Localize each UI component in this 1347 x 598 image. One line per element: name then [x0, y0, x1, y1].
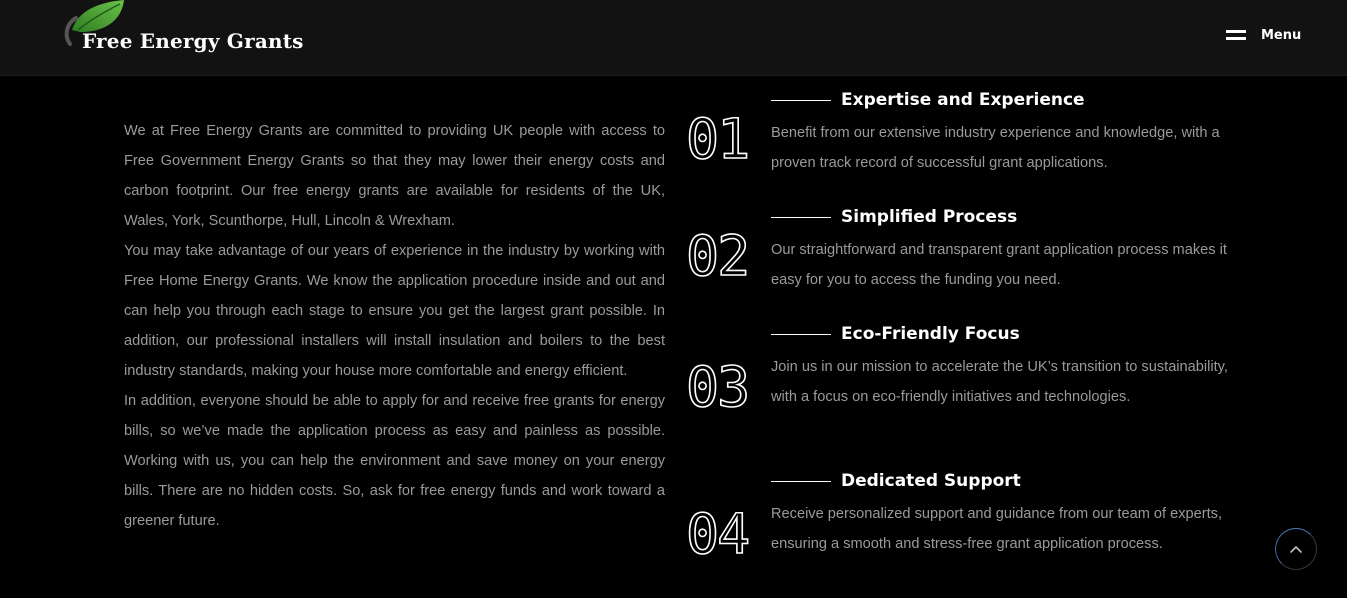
feature-number: 01 — [686, 107, 749, 171]
site-logo[interactable] — [60, 0, 304, 60]
chevron-up-icon — [1289, 544, 1303, 554]
feature-divider — [771, 100, 831, 101]
scroll-to-top-button[interactable] — [1275, 528, 1317, 570]
feature-title: Expertise and Experience — [841, 90, 1085, 110]
feature-title: Simplified Process — [841, 207, 1018, 227]
menu-button[interactable] — [1226, 24, 1301, 46]
feature-description: Benefit from our extensive industry experience and knowledge, with a proven track record of successful grant applications. — [771, 125, 1220, 171]
intro-text — [124, 116, 665, 536]
hamburger-icon — [1226, 29, 1246, 41]
site-header — [0, 0, 1347, 76]
feature-number: 04 — [686, 502, 749, 566]
intro-paragraph: You may take advantage of our years of experience in the industry by working with Free Home Energy Grants. We know the application procedure inside and out and can help you through each stage to ensure you get the largest grant possible. In addition, our professional installers will install insulation and boilers to the best industry standards, making your house more comfortable and energy efficient. — [124, 243, 665, 379]
feature-description: Our straightforward and transparent grant application process makes it easy for you to access the funding you need. — [771, 242, 1227, 288]
menu-label: Menu — [1261, 27, 1302, 43]
feature-number: 03 — [686, 355, 749, 419]
feature-title: Eco-Friendly Focus — [841, 324, 1020, 344]
feature-description: Join us in our mission to accelerate the UK’s transition to sustainability, with a focus on eco-friendly initiatives and technologies. — [771, 359, 1228, 405]
feature-divider — [771, 481, 831, 482]
feature-divider — [771, 334, 831, 335]
feature-description: Receive personalized support and guidance from our team of experts, ensuring a smooth and stress-free grant application process. — [771, 506, 1223, 552]
brand-name: Free Energy Grants — [82, 29, 304, 53]
intro-paragraph: In addition, everyone should be able to apply for and receive free grants for energy bills, so we’ve made the application process as easy and painless as possible. Working with us, you can help the environment and save money on your energy bills. There are no hidden costs. So, ask for free energy funds and work toward a greener future. — [124, 393, 665, 529]
feature-number: 02 — [686, 224, 749, 288]
feature-title: Dedicated Support — [841, 471, 1021, 491]
feature-divider — [771, 217, 831, 218]
intro-paragraph: We at Free Energy Grants are committed to providing UK people with access to Free Government Energy Grants so that they may lower their energy costs and carbon footprint. Our free energy grants are available for residents of the UK, Wales, York, Scunthorpe, Hull, Lincoln & Wrexham. — [124, 123, 665, 229]
